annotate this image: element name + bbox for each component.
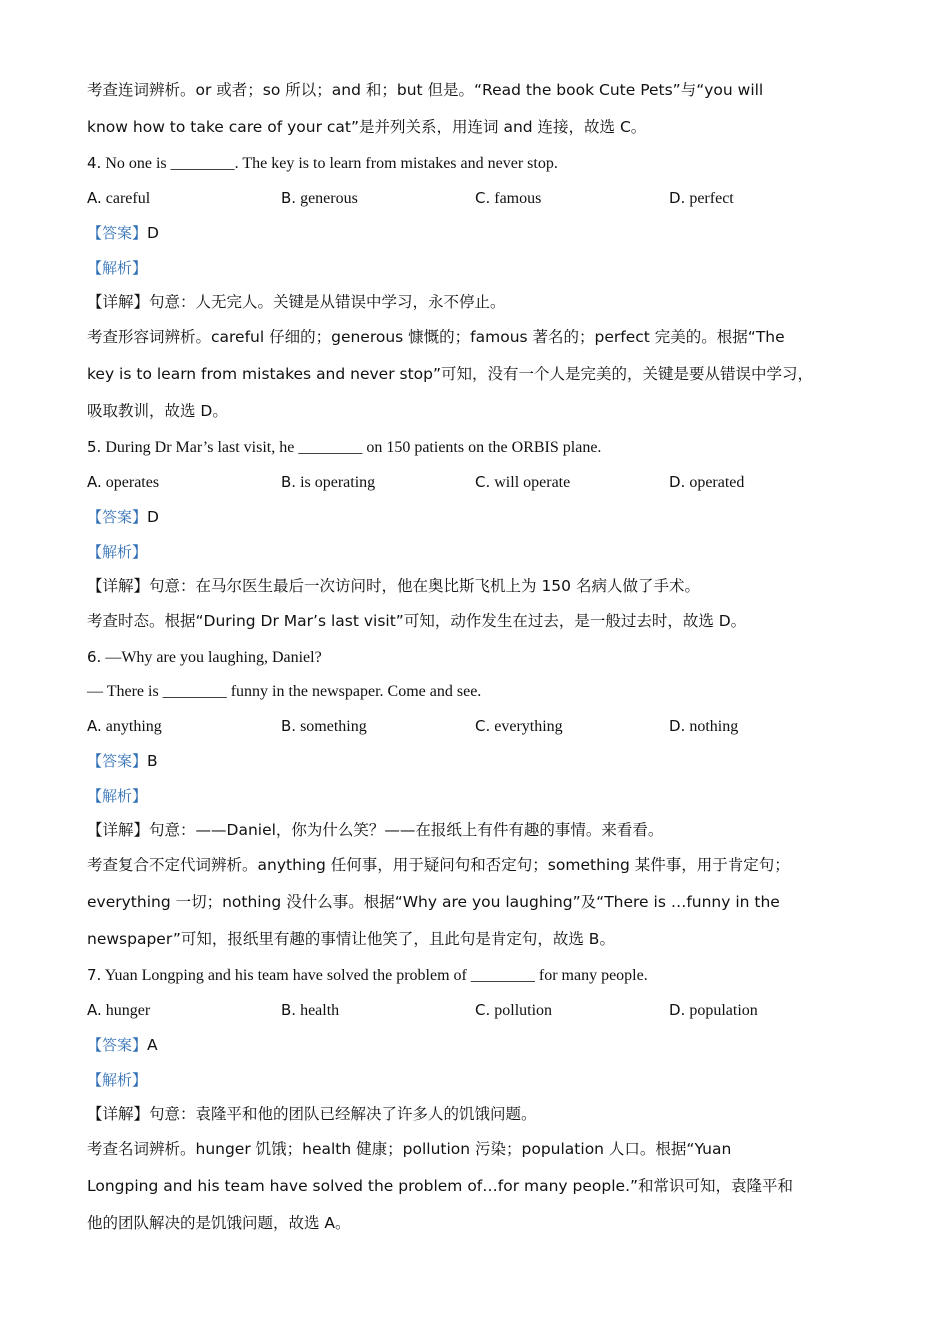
detail-line	[87, 814, 867, 847]
question-stem: 4. No one is ________. The key is to learn from mistakes and never stop.	[87, 154, 558, 172]
analysis-line	[87, 251, 867, 286]
analysis-tag: 【解析】	[87, 543, 148, 561]
option-b: B. is operating	[281, 473, 376, 491]
question-7	[87, 958, 867, 1242]
analysis-line	[87, 535, 867, 570]
option-a: A. hunger	[87, 1001, 151, 1019]
question-number: 6.	[87, 648, 102, 666]
detail-text: 句意：在马尔医生最后一次访问时，他在奥比斯飞机上为 150 名病人做了手术。	[149, 577, 700, 595]
question-stem: 7. Yuan Longping and his team have solved the problem of ________ for many people.	[87, 966, 648, 984]
answer-tag: 【答案】	[87, 1036, 148, 1054]
question-6	[87, 640, 867, 958]
detail-tag: 【详解】	[87, 577, 150, 595]
explanation-line: 考查复合不定代词辨析。anything 任何事，用于疑问句和否定句；something 某件事，用于肯定句；	[87, 856, 790, 874]
intro-line: know how to take care of your cat”是并列关系，用连词 and 连接，故选 C。	[87, 118, 647, 136]
detail-line	[87, 286, 867, 319]
option-b: B. generous	[281, 189, 358, 207]
answer-line	[87, 1028, 867, 1063]
option-a: A. anything	[87, 717, 162, 735]
detail-line	[87, 570, 867, 603]
answer-line	[87, 744, 867, 779]
option-row	[87, 181, 867, 216]
answer-tag: 【答案】	[87, 224, 148, 242]
question-stem: 6. —Why are you laughing, Daniel?	[87, 648, 322, 666]
answer-value: A	[147, 1036, 158, 1054]
question-number: 7.	[87, 966, 102, 984]
explanation-line: 吸取教训，故选 D。	[87, 402, 228, 420]
option-d: D. perfect	[669, 189, 734, 207]
detail-line	[87, 1098, 867, 1131]
analysis-line	[87, 1063, 867, 1098]
question-number: 4.	[87, 154, 102, 172]
detail-text: 句意：袁隆平和他的团队已经解决了许多人的饥饿问题。	[149, 1105, 537, 1123]
option-c: C. famous	[475, 189, 542, 207]
option-b: B. something	[281, 717, 367, 735]
question-stem: 5. During Dr Mar’s last visit, he ________ on 150 patients on the ORBIS plane.	[87, 438, 602, 456]
question-stem-reply: — There is ________ funny in the newspaper. Come and see.	[87, 683, 482, 700]
option-d: D. nothing	[669, 717, 739, 735]
detail-text: 句意：——Daniel，你为什么笑？——在报纸上有件有趣的事情。来看看。	[149, 821, 664, 839]
option-c: C. everything	[475, 717, 563, 735]
answer-value: B	[147, 752, 158, 770]
option-d: D. operated	[669, 473, 745, 491]
option-d: D. population	[669, 1001, 758, 1019]
detail-tag: 【详解】	[87, 293, 150, 311]
option-row	[87, 709, 867, 744]
explanation-line: Longping and his team have solved the problem of…for many people.”和常识可知，袁隆平和	[87, 1177, 794, 1195]
answer-value: D	[147, 508, 159, 526]
option-row	[87, 993, 867, 1028]
analysis-tag: 【解析】	[87, 787, 148, 805]
intro-line: 考查连词辨析。or 或者；so 所以；and 和；but 但是。“Read the book Cute Pets”与“you will	[87, 81, 764, 99]
option-b: B. health	[281, 1001, 340, 1019]
question-4	[87, 146, 867, 430]
explanation-line: 考查名词辨析。hunger 饥饿；health 健康；pollution 污染；population 人口。根据“Yuan	[87, 1140, 732, 1158]
explanation-line: key is to learn from mistakes and never stop”可知，没有一个人是完美的，关键是要从错误中学习，	[87, 365, 814, 383]
option-a: A. operates	[87, 473, 160, 491]
explanation-line: 考查形容词辨析。careful 仔细的；generous 慷慨的；famous 著名的；perfect 完美的。根据“The	[87, 328, 785, 346]
option-row	[87, 465, 867, 500]
answer-line	[87, 500, 867, 535]
explanation-line: 他的团队解决的是饥饿问题，故选 A。	[87, 1214, 351, 1232]
detail-tag: 【详解】	[87, 1105, 150, 1123]
answer-tag: 【答案】	[87, 752, 148, 770]
analysis-line	[87, 779, 867, 814]
answer-line	[87, 216, 867, 251]
question-number: 5.	[87, 438, 102, 456]
explanation-line: 考查时态。根据“During Dr Mar’s last visit”可知，动作发生在过去，是一般过去时，故选 D。	[87, 612, 747, 630]
answer-value: D	[147, 224, 159, 242]
option-c: C. will operate	[475, 473, 571, 491]
detail-text: 句意：人无完人。关键是从错误中学习，永不停止。	[149, 293, 506, 311]
question-5	[87, 430, 867, 640]
answer-tag: 【答案】	[87, 508, 148, 526]
option-c: C. pollution	[475, 1001, 553, 1019]
explanation-line: everything 一切；nothing 没什么事。根据“Why are you laughing”及“There is …funny in the	[87, 893, 780, 911]
option-a: A. careful	[87, 189, 151, 207]
detail-tag: 【详解】	[87, 821, 150, 839]
explanation-line: newspaper”可知，报纸里有趣的事情让他笑了，且此句是肯定句，故选 B。	[87, 930, 615, 948]
document-page	[87, 72, 867, 1242]
analysis-tag: 【解析】	[87, 259, 148, 277]
analysis-tag: 【解析】	[87, 1071, 148, 1089]
